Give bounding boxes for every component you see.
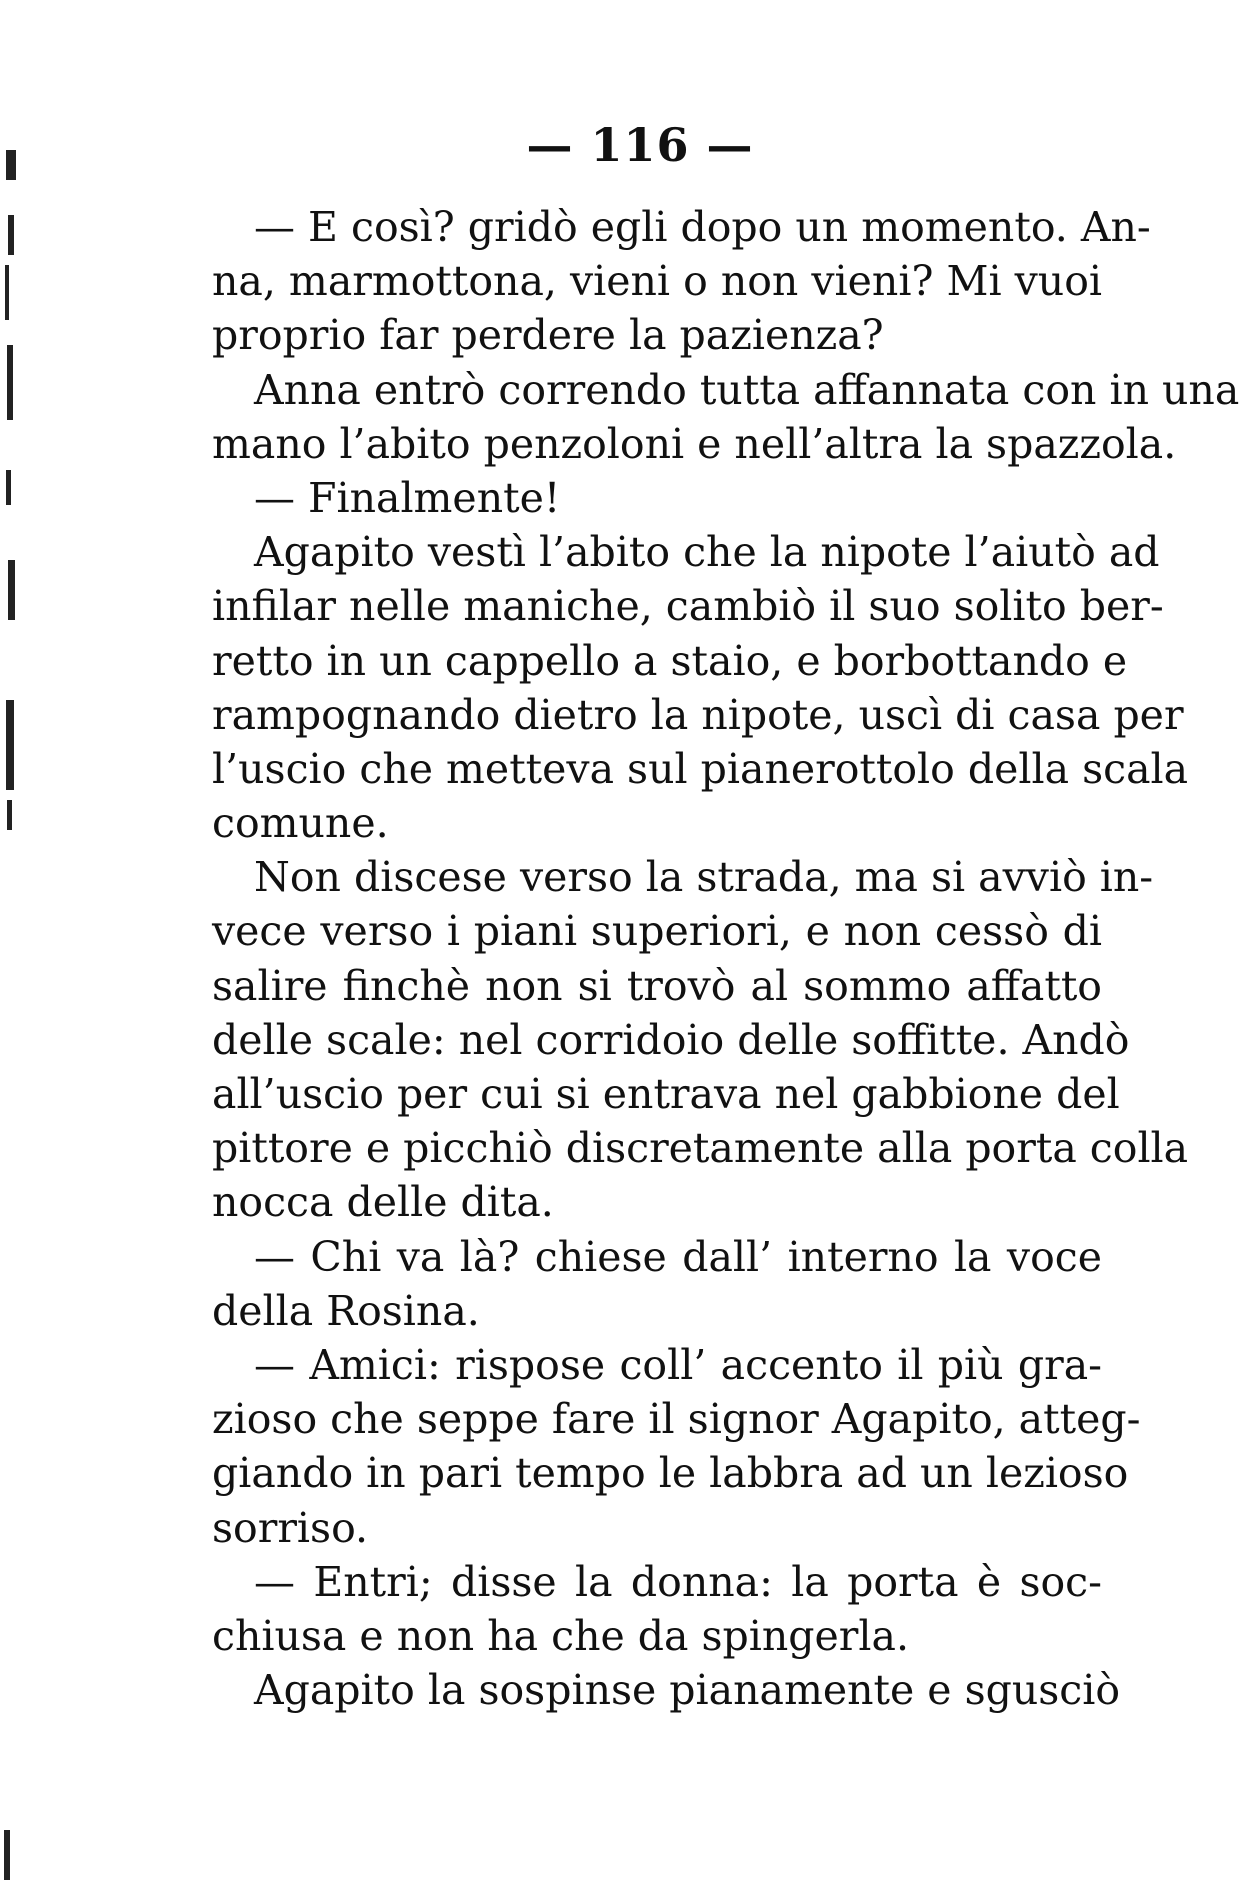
page-number: — 116 — (526, 118, 754, 172)
text-line: — Amici: rispose coll’ accento il più gra- (254, 1340, 1102, 1389)
text-line: Agapito la sospinse pianamente e sgusciò (254, 1666, 1121, 1715)
text-line: infilar nelle maniche, cambiò il suo solito ber- (212, 582, 1164, 631)
text-line: giando in pari tempo le labbra ad un lezioso (212, 1449, 1129, 1498)
text-line: nocca delle dita. (212, 1178, 554, 1227)
text-line: Anna entrò correndo tutta affannata con in una (254, 365, 1239, 414)
text-line: — Finalmente! (254, 473, 561, 522)
text-line: l’uscio che metteva sul pianerottolo della scala (212, 744, 1189, 793)
text-line: — Chi va là? chiese dall’ interno la voce (254, 1232, 1102, 1281)
scan-margin-specks (0, 0, 60, 1893)
text-line: della Rosina. (212, 1286, 480, 1335)
body-text (212, 200, 1239, 1717)
text-line: — E così? gridò egli dopo un momento. An- (254, 203, 1151, 251)
text-line: na, marmottona, vieni o non vieni? Mi vuoi (212, 257, 1102, 306)
text-line: pittore e picchiò discretamente alla porta colla (212, 1124, 1189, 1173)
text-line: comune. (212, 799, 389, 848)
text-line: salire finchè non si trovò al sommo affatto (212, 961, 1102, 1010)
text-line: zioso che seppe fare il signor Agapito, atteg- (212, 1395, 1141, 1444)
text-line: all’uscio per cui si entrava nel gabbione del (212, 1070, 1120, 1118)
text-line: — Entri; disse la donna: la porta è soc- (254, 1557, 1102, 1606)
text-line: sorriso. (212, 1503, 369, 1552)
text-line: retto in un cappello a staio, e borbottando e (212, 636, 1128, 685)
text-line: rampognando dietro la nipote, uscì di casa per (212, 690, 1184, 739)
text-line: Non discese verso la strada, ma si avviò in- (254, 853, 1154, 902)
text-line: proprio far perdere la pazienza? (212, 311, 884, 360)
text-line: delle scale: nel corridoio delle soffitte. Andò (212, 1015, 1130, 1064)
text-line: chiusa e non ha che da spingerla. (212, 1611, 909, 1660)
text-line: mano l’abito penzoloni e nell’altra la spazzola. (212, 419, 1177, 468)
text-line: Agapito vestì l’abito che la nipote l’aiutò ad (254, 528, 1160, 577)
text-line: vece verso i piani superiori, e non cessò di (212, 907, 1102, 956)
